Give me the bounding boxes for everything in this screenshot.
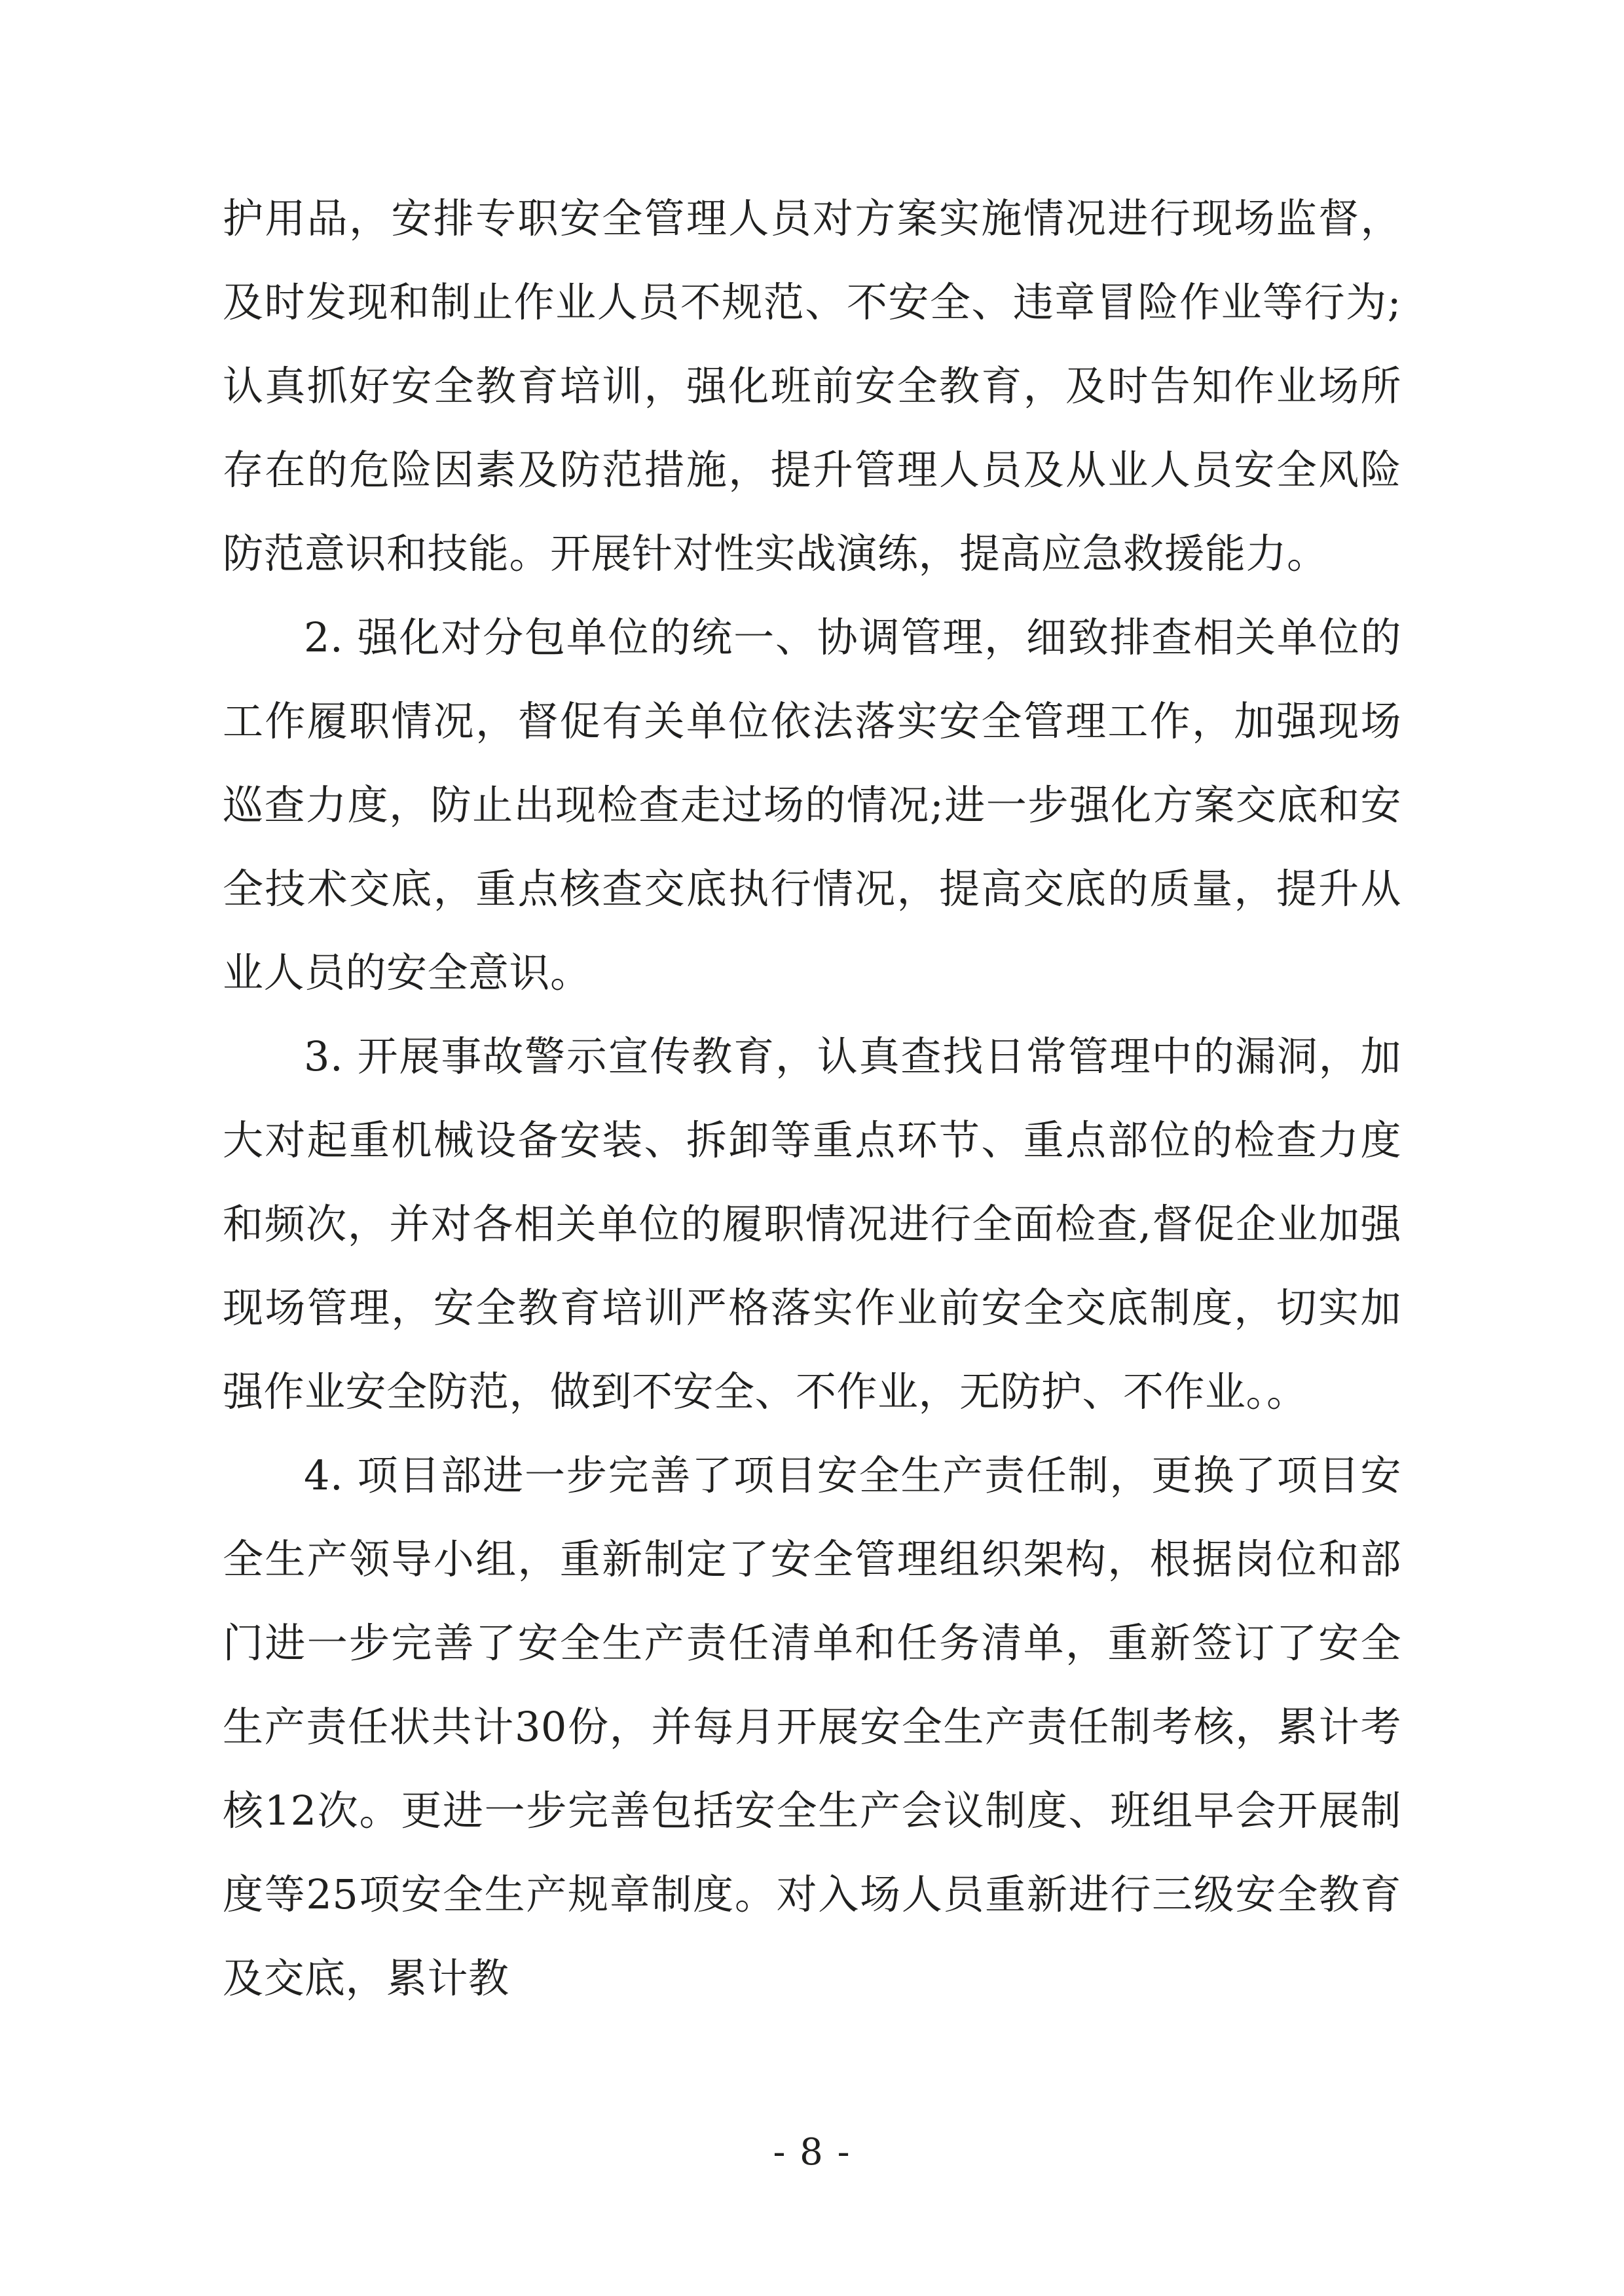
paragraph-3: 3. 开展事故警示宣传教育，认真查找日常管理中的漏洞，加大对起重机械设备安装、拆卸等重点环节、重点部位的检查力度和频次，并对各相关单位的履职情况进行全面检查,督促企业加强现场管理，安全教育培训严格落实作业前安全交底制度，切实加强作业安全防范，做到不安全、不作业，无防护、不作业。。: [223, 1032, 1401, 1415]
paragraph-2: 2. 强化对分包单位的统一、协调管理，细致排查相关单位的工作履职情况，督促有关单位依法落实安全管理工作，加强现场巡查力度，防止出现检查走过场的情况;进一步强化方案交底和安全技术交底，重点核查交底执行情况，提高交底的质量，提升从业人员的安全意识。: [223, 613, 1401, 996]
paragraph-4: 4. 项目部进一步完善了项目安全生产责任制，更换了项目安全生产领导小组，重新制定了安全管理组织架构，根据岗位和部门进一步完善了安全生产责任清单和任务清单，重新签订了安全生产责任状共计30份，并每月开展安全生产责任制考核，累计考核12次。更进一步完善包括安全生产会议制度、班组早会开展制度等25项安全生产规章制度。对入场人员重新进行三级安全教育及交底，累计教: [223, 1451, 1401, 2002]
page-footer: [0, 2131, 1624, 2174]
page-number: - 8 -: [773, 2131, 851, 2174]
page-body: [223, 177, 1401, 2020]
paragraph-1: 护用品，安排专职安全管理人员对方案实施情况进行现场监督，及时发现和制止作业人员不规范、不安全、违章冒险作业等行为;认真抓好安全教育培训，强化班前安全教育，及时告知作业场所存在的危险因素及防范措施，提升管理人员及从业人员安全风险防范意识和技能。开展针对性实战演练，提高应急救援能力。: [223, 194, 1401, 577]
